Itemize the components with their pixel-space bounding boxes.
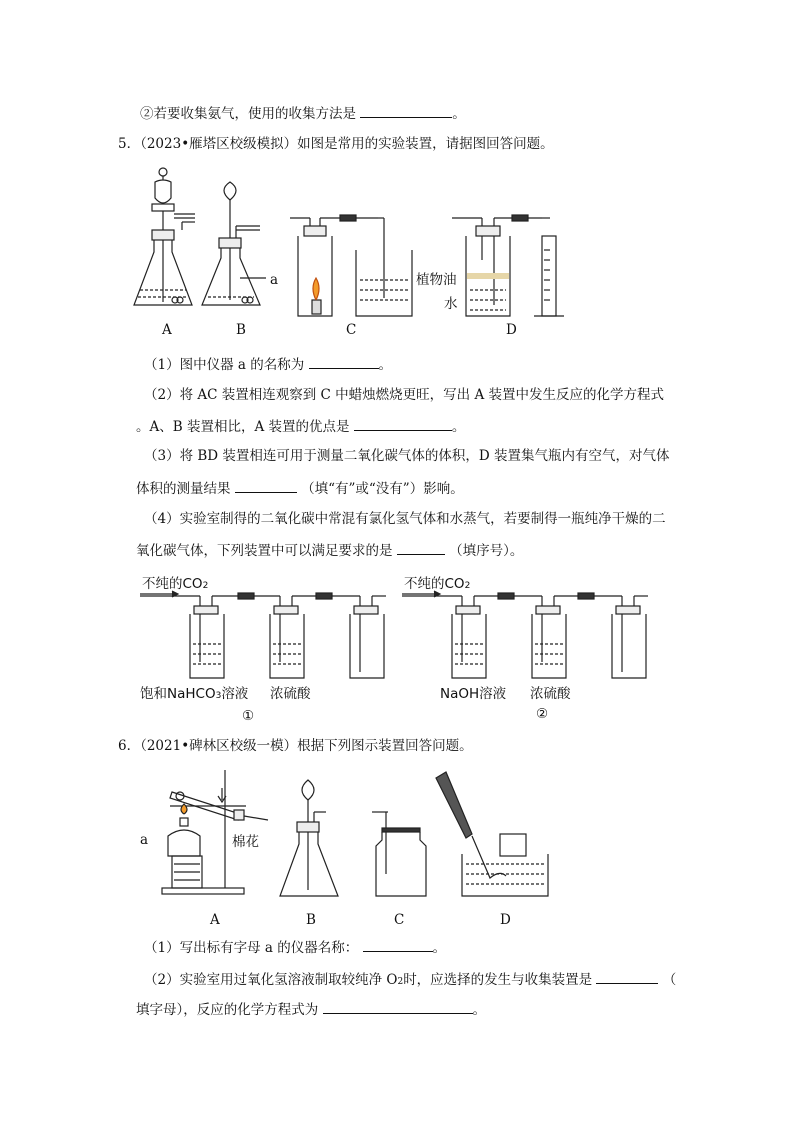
q5-sub1-text: （1）图中仪器 a 的名称为 [144, 357, 305, 373]
q5-sub2-end: 。 [451, 419, 466, 435]
q5-sub2-line2 [136, 416, 465, 436]
q6-sub1-end: 。 [432, 940, 447, 956]
nahco3-sub: 3 [215, 691, 222, 701]
answer-blank[interactable] [309, 354, 379, 369]
apparatus-label-D: D [506, 322, 517, 338]
q6-sub2-paren: （ [662, 972, 677, 988]
set2-solution2: 浓硫酸 [530, 686, 571, 702]
q6-sub1-text: （1）写出标有字母 a 的仪器名称： [144, 940, 359, 956]
set1-solution2: 浓硫酸 [270, 686, 311, 702]
q5-sub4-line2 [136, 540, 523, 560]
apparatus-label-C: C [394, 912, 405, 928]
q6-apparatus-figure [150, 770, 570, 902]
label-plant-oil: 植物油 [416, 272, 457, 288]
q4-line2-end: 。 [452, 106, 466, 122]
q5-apparatus-figure [130, 160, 580, 345]
q5-sub3-line1: （3）将 BD 装置相连可用于测量二氧化碳气体的体积，D 装置集气瓶内有空气，对气体 [144, 448, 670, 464]
impure-co2-sub: 2 [464, 581, 471, 591]
set1-number: ① [242, 708, 255, 724]
answer-blank[interactable] [397, 540, 445, 555]
q6-header [118, 737, 473, 755]
apparatus-label-B: B [306, 912, 316, 928]
q4-line2 [140, 103, 466, 123]
question-stem: 如图是常用的实验装置，请据图回答问题。 [297, 136, 554, 152]
apparatus-label-D: D [500, 912, 511, 928]
q5-purification-figure [140, 588, 660, 688]
nahco3-text: 饱和NaHCO [140, 686, 216, 702]
label-cotton: 棉花 [232, 834, 259, 850]
apparatus-label-B: B [236, 322, 246, 338]
q5-sub3-line2 [136, 478, 464, 498]
q6-sub2-line1 [144, 969, 676, 991]
impure-co2-sub: 2 [202, 581, 209, 591]
q4-line2-text: ②若要收集氨气，使用的收集方法是 [140, 106, 356, 122]
set2-solution1: NaOH溶液 [440, 686, 507, 702]
answer-blank[interactable] [235, 478, 297, 493]
q6-sub2-line2-end: 。 [472, 1002, 487, 1018]
q6-sub1 [144, 937, 446, 957]
apparatus-label-A: A [210, 912, 220, 928]
q5-header [118, 135, 554, 153]
question-number: 5． [118, 136, 141, 152]
answer-blank[interactable] [354, 416, 452, 431]
q6-sub2-text: （2）实验室用过氧化氢溶液制取较纯净 O [144, 972, 398, 988]
q6-label-a: a [140, 832, 149, 848]
q5-sub4-end: （填序号）。 [449, 543, 524, 559]
o2-sub: 2 [397, 977, 404, 987]
question-source: （2021•碑林区校级一模） [140, 738, 298, 754]
nahco3-suffix: 溶液 [221, 686, 249, 702]
question-source: （2023•雁塔区校级模拟） [140, 136, 298, 152]
label-a: a [270, 272, 279, 288]
apparatus-label-C: C [346, 322, 357, 338]
answer-blank[interactable] [360, 103, 452, 118]
q6-sub2-mid: 时，应选择的发生与收集装置是 [403, 972, 593, 988]
set1-solution1 [140, 682, 248, 702]
q5-sub3-text: 体积的测量结果 [136, 481, 231, 497]
question-stem: 根据下列图示装置回答问题。 [297, 738, 473, 754]
label-water: 水 [444, 296, 458, 312]
q6-sub2-line2 [136, 999, 486, 1019]
answer-blank[interactable] [363, 937, 433, 952]
q5-sub3-end: （填“有”或“没有”）影响。 [301, 481, 464, 497]
q5-sub1 [144, 354, 392, 374]
question-number: 6． [118, 738, 141, 754]
q5-sub4-line1: （4）实验室制得的二氧化碳中常混有氯化氢气体和水蒸气，若要制得一瓶纯净干燥的二 [144, 511, 666, 527]
q5-sub2-text: 。A、B 装置相比，A 装置的优点是 [136, 419, 350, 435]
answer-blank[interactable] [596, 969, 658, 984]
q5-sub1-end: 。 [378, 357, 393, 373]
q5-sub2-line1: （2）将 AC 装置相连观察到 C 中蜡烛燃烧更旺，写出 A 装置中发生反应的化学方程式 [144, 387, 664, 403]
q5-sub4-text: 氧化碳气体，下列装置中可以满足要求的是 [136, 543, 393, 559]
answer-blank[interactable] [323, 999, 473, 1014]
impure-co2-text: 不纯的CO [404, 576, 465, 592]
apparatus-label-A: A [162, 322, 172, 338]
q6-sub2-line2-text: 填字母），反应的化学方程式为 [136, 1002, 319, 1018]
impure-co2-text: 不纯的CO [142, 576, 203, 592]
set2-number: ② [536, 706, 549, 722]
